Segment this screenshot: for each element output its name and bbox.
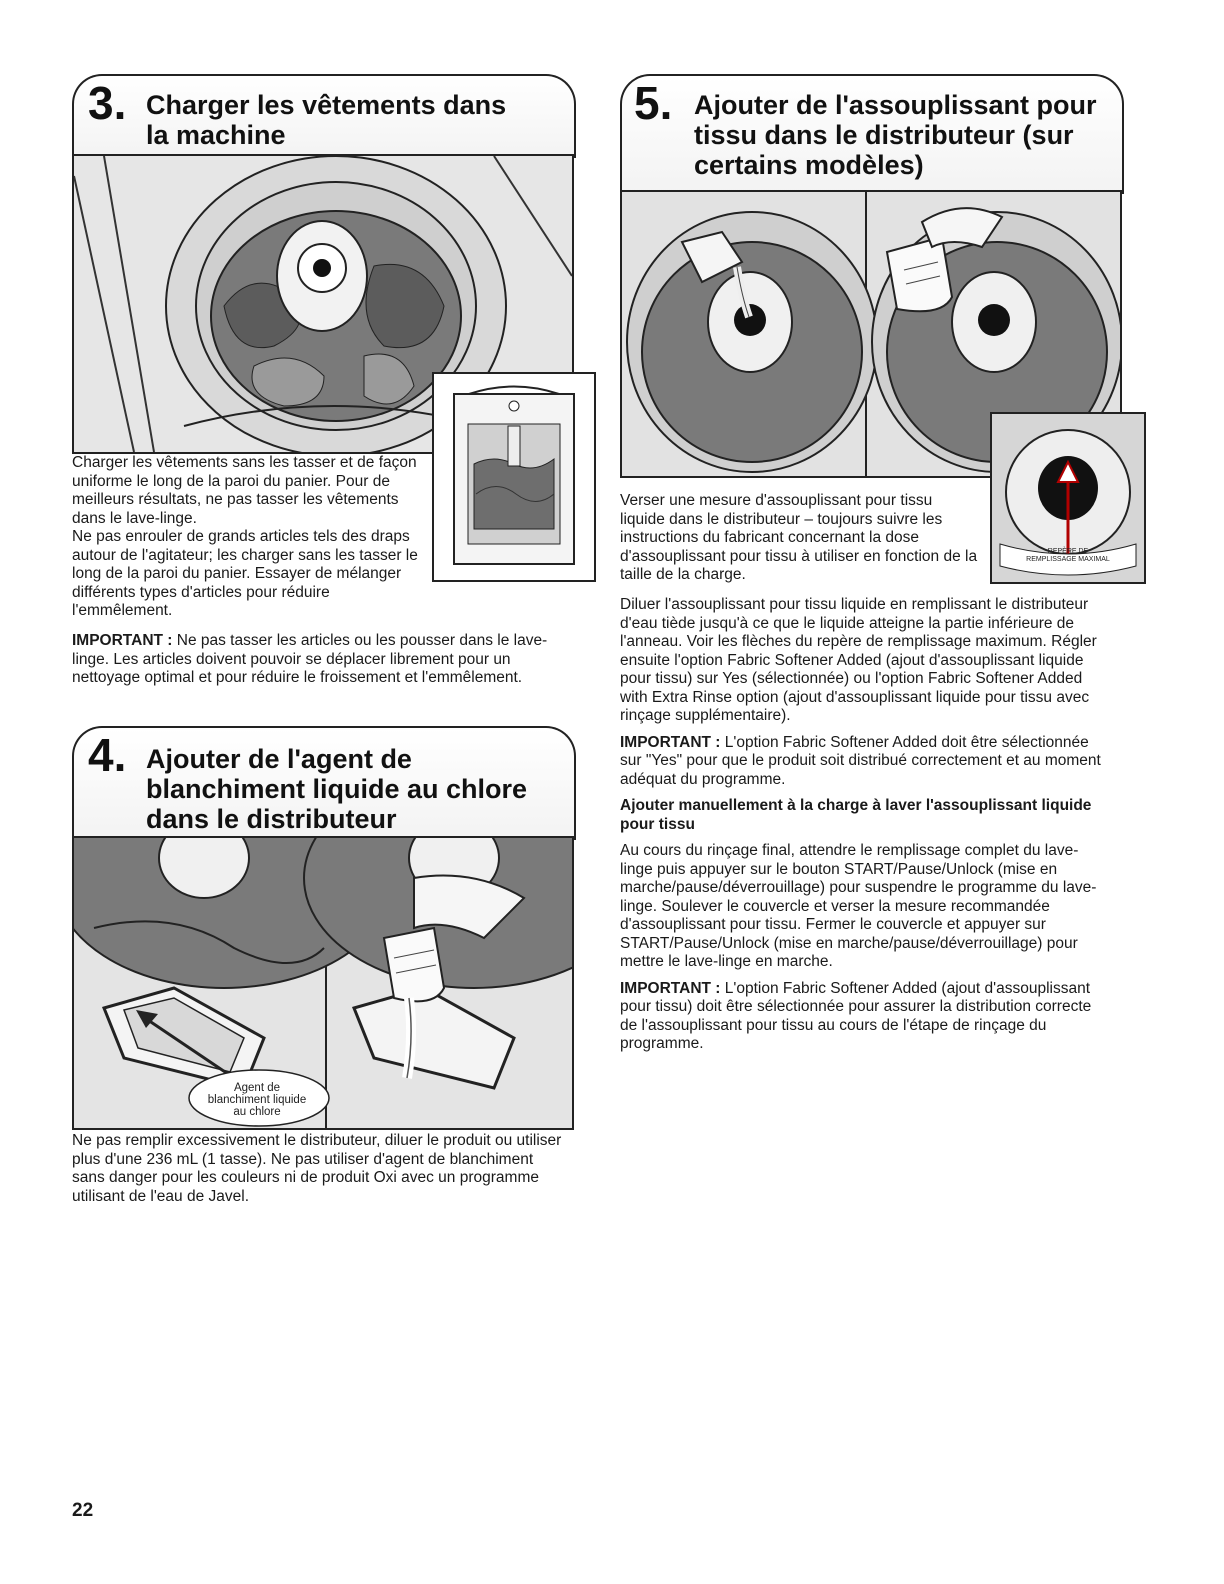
step4-callout-line3: au chlore xyxy=(233,1106,281,1118)
step5-important1-text: L'option Fabric Softener Added doit être sélectionnée sur "Yes" pour que le produit soit distribué correctement et au moment adéquat du programme. xyxy=(620,733,1101,788)
step5-number: 5. xyxy=(634,77,673,129)
step5-title-line3: certains modèles) xyxy=(694,150,924,180)
step5-title-line1: Ajouter de l'assouplissant pour xyxy=(694,90,1097,120)
step3-important-label: IMPORTANT : xyxy=(72,632,173,649)
step5-paragraph2: Diluer l'assouplissant pour tissu liquide en remplissant le distributeur d'eau tiède jusqu'à ce que le liquide atteigne la partie inférieure de l'anneau. Voir les flèches du repère de remplissage maximum. Régler ensuite l'option Fabric Softener Added (ajout d'assouplissant liquide pour tissu) sur Yes (sélectionnée) ou l'option Fabric Softener Added with Extra Rinse option (ajout d'assouplissant liquide pour tissu avec rinçage supplémentaire). xyxy=(620,596,1097,724)
step4-title-line3: dans le distributeur xyxy=(146,804,397,834)
step3-washer-inset xyxy=(432,372,596,582)
step3-important-text: Ne pas tasser les articles ou les pousser dans le lave-linge. Les articles doivent pouvoir se déplacer librement pour un nettoyage optimal et pour réduire le froissement et l'emmêlement. xyxy=(72,632,548,686)
step4-title-line2: blanchiment liquide au chlore xyxy=(146,774,528,804)
step4-callout-line2: blanchiment liquide xyxy=(207,1094,307,1106)
step5-paragraph3: Au cours du rinçage final, attendre le remplissage complet du lave-linge puis appuyer sur le bouton START/Pause/Unlock (mise en marche/pause/déverrouillage) pour suspendre le programme du lave-linge. Soulever le couvercle et verser la mesure recommandée d'assouplissant pour tissu. Fermer le couvercle et appuyer sur START/Pause/Unlock (mise en marche/pause/déverrouillage) pour mettre le lave-linge en marche. xyxy=(620,842,1097,970)
step5-body xyxy=(620,596,1110,1062)
step5-paragraph1-block xyxy=(620,492,980,593)
step4-body xyxy=(72,1132,567,1214)
step4-number: 4. xyxy=(88,729,127,781)
step5-marker-line2: REMPLISSAGE MAXIMAL xyxy=(1026,556,1110,563)
step5-important2-label: IMPORTANT : xyxy=(620,979,721,997)
step5-marker-line1: REPÈRE DE xyxy=(1047,548,1089,555)
step3-paragraph1: Charger les vêtements sans les tasser et de façon uniforme le long de la paroi du panier. Pour de meilleurs résultats, ne pas tasser les vêtements dans le lave-linge. xyxy=(72,454,417,527)
step4-paragraph: Ne pas remplir excessivement le distributeur, diluer le produit ou utiliser plus d'une 236 mL (1 tasse). Ne pas utiliser d'agent de blanchiment sans danger pour les couleurs ni de produit Oxi avec un programme utilisant de l'eau de Javel. xyxy=(72,1132,562,1205)
step5-paragraph1: Verser une mesure d'assouplissant pour tissu liquide dans le distributeur – toujours suivre les instructions du fabricant concernant la dose d'assouplissant pour tissu à utiliser en fonction de la taille de la charge. xyxy=(620,492,978,583)
step3-important xyxy=(72,632,562,696)
step3-paragraph2: Ne pas enrouler de grands articles tels des draps autour de l'agitateur; les charger sans les tasser le long de la paroi du panier. Essayer de mélanger différents types d'articles pour réduire l'emmêlement. xyxy=(72,528,418,619)
step3-number: 3. xyxy=(88,77,127,129)
step5-marker-label xyxy=(998,548,1138,564)
step4-callout-label xyxy=(190,1082,324,1118)
step5-subheading: Ajouter manuellement à la charge à laver l'assouplissant liquide pour tissu xyxy=(620,797,1092,833)
step3-title-line1: Charger les vêtements dans xyxy=(146,90,507,120)
step4-title-line1: Ajouter de l'agent de xyxy=(146,744,412,774)
page-number: 22 xyxy=(72,1500,94,1521)
step3-title-line2: la machine xyxy=(146,120,286,150)
step3-body xyxy=(72,454,432,629)
step4-callout-line1: Agent de xyxy=(233,1082,281,1094)
step5-title-line2: tissu dans le distributeur (sur xyxy=(694,120,1074,150)
step5-important1-label: IMPORTANT : xyxy=(620,733,721,751)
step5-important2-text: L'option Fabric Softener Added (ajout d'assouplissant pour tissu) doit être sélectionnée pour assurer la distribution correcte de l'assouplissant pour tissu au cours de l'étape de rinçage du programme. xyxy=(620,979,1092,1052)
step5-max-fill-inset xyxy=(990,412,1146,584)
